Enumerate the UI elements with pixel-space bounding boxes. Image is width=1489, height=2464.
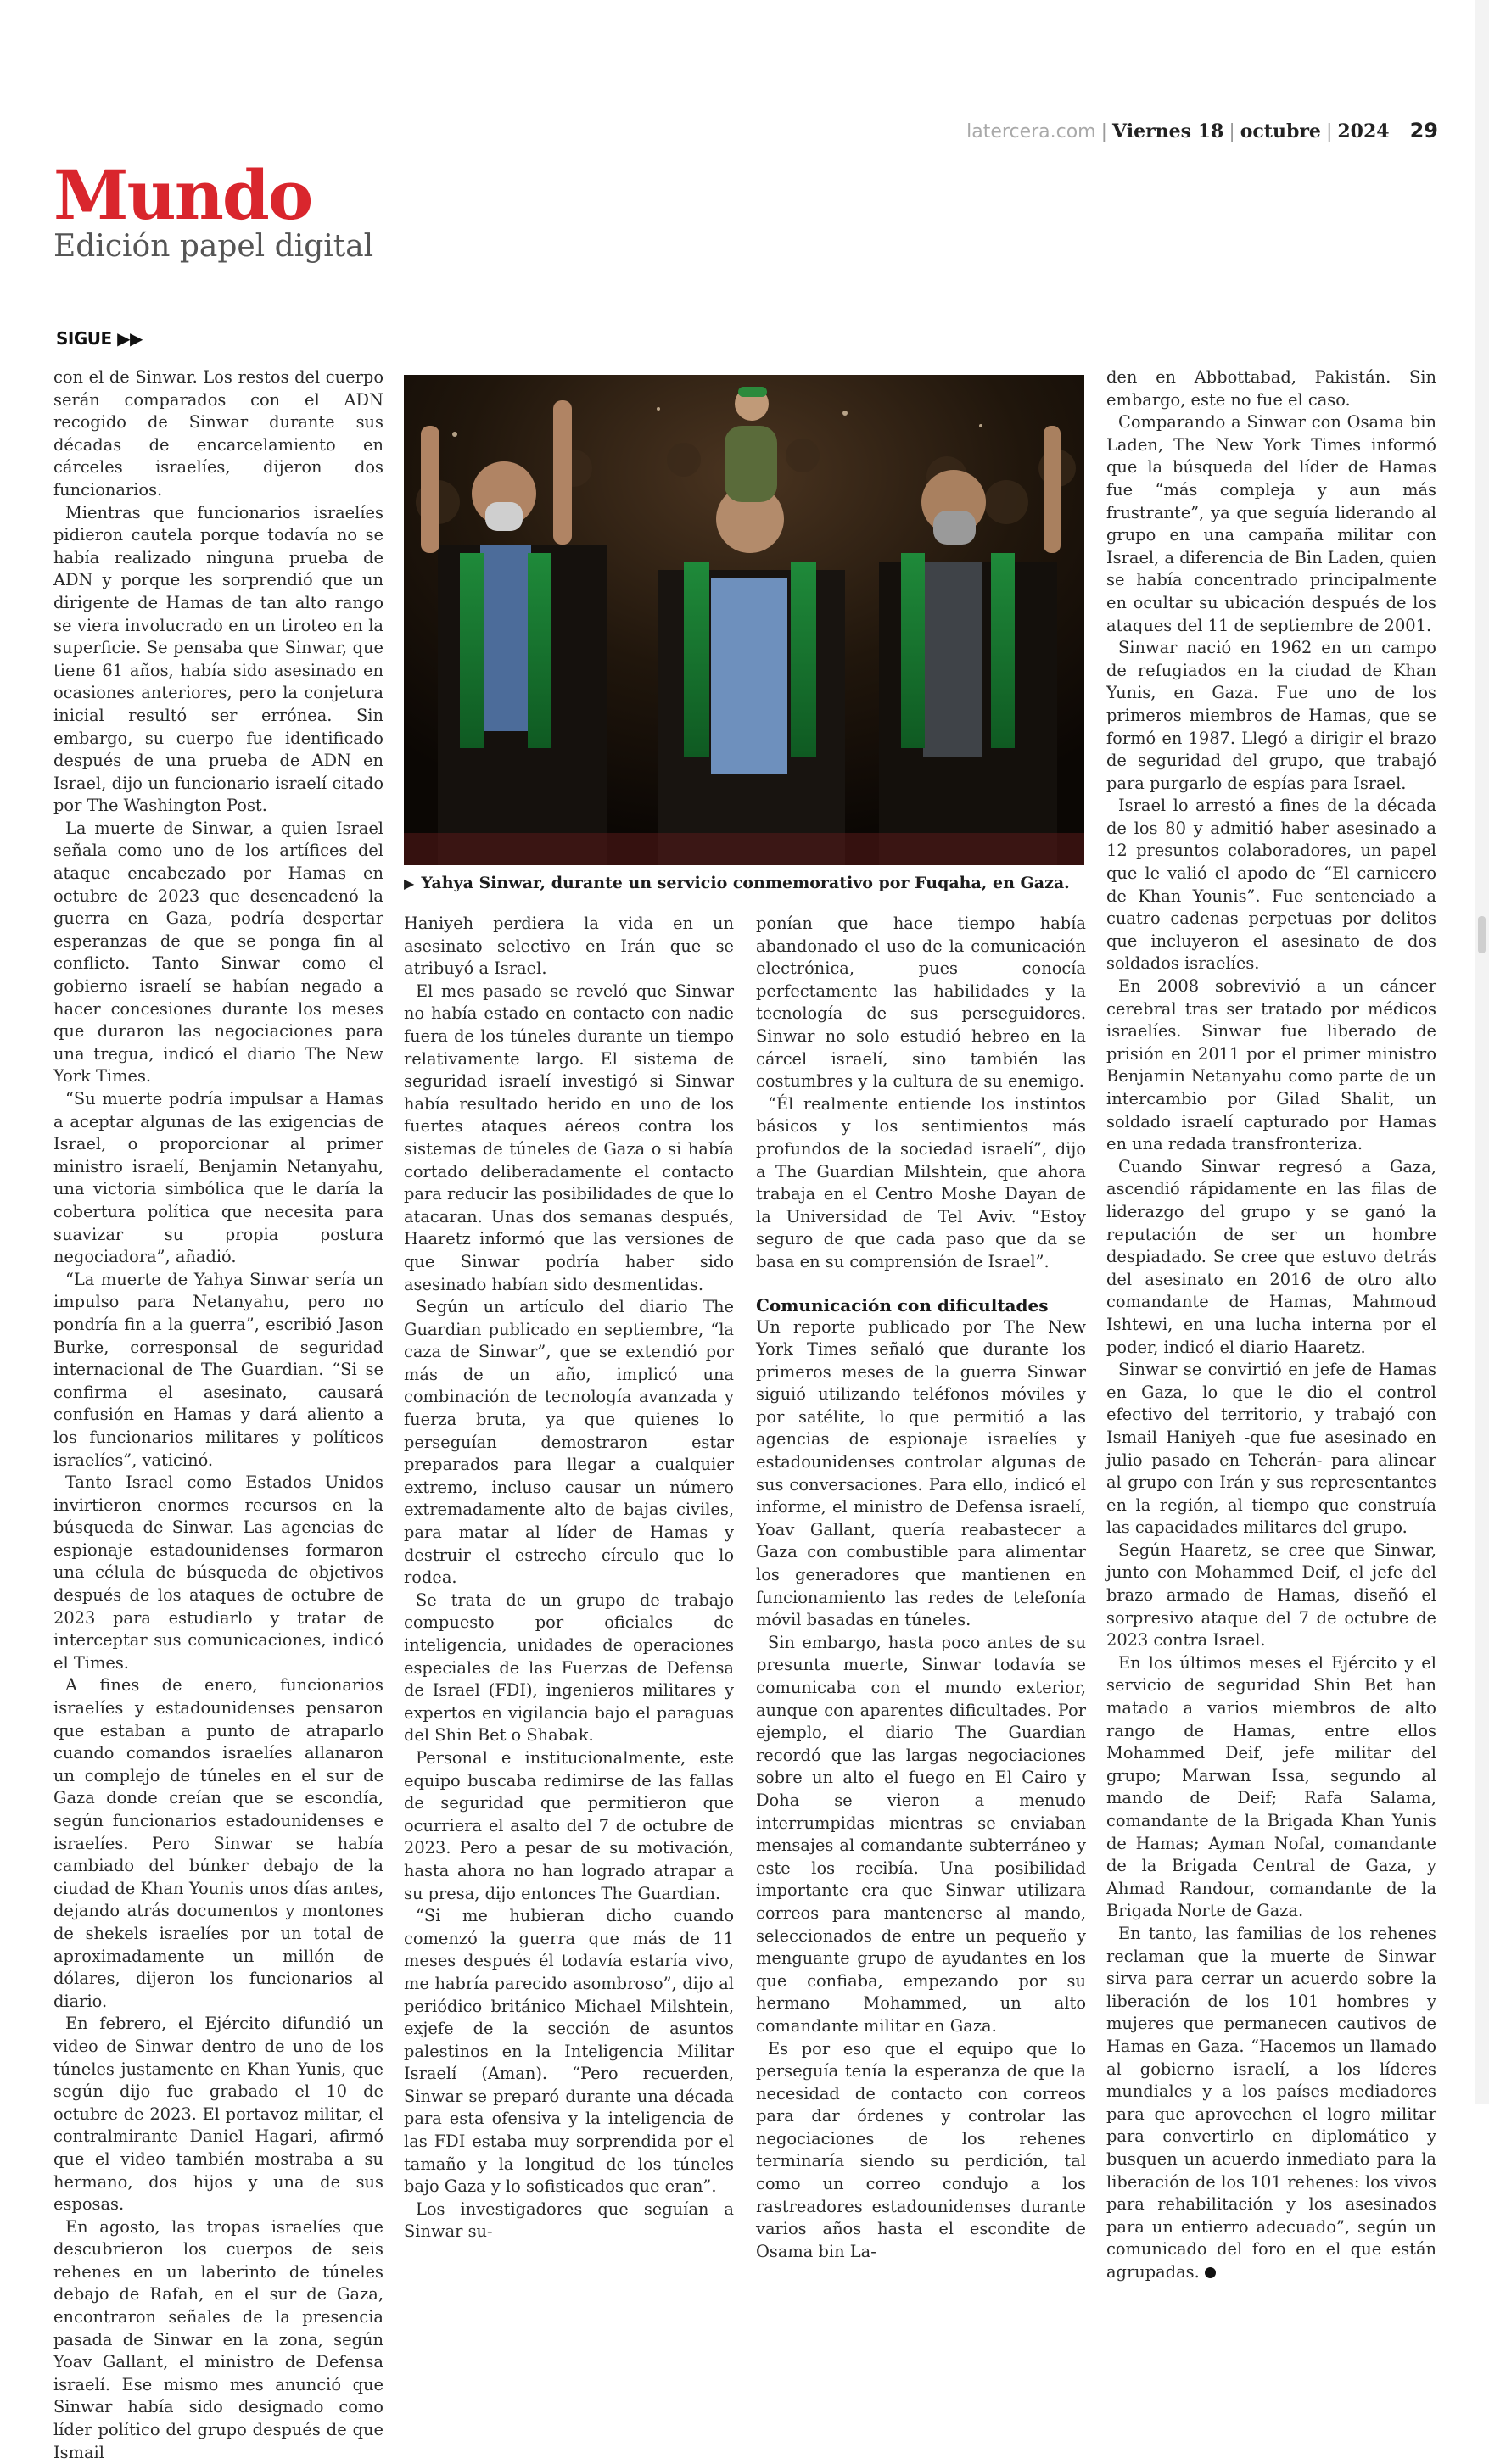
article-paragraph: En agosto, las tropas israelíes que descubrieron los cuerpos de seis rehenes en un laberinto de túneles debajo de Rafah, en el sur de Gaza, encontraron señales de la presencia pasada de Sinwar en la zona, según Yoav Gallant, el ministro de Defensa israelí. Ese mismo mes anunció que Sinwar había sido designado como líder político del grupo después de que Ismail [53,2216,383,2462]
article-paragraph: Sinwar se convirtió en jefe de Hamas en Gaza, lo que le dio el control efectivo del territorio, y trabajó con Ismail Haniyeh -que fue asesinado en julio pasado en Teherán- para alinear al grupo con Irán y sus representantes en la región, al tiempo que construía las capacidades militares del grupo. [1106,1360,1436,1538]
article-column-3 [756,913,1086,2263]
subheading: Comunicación con dificultades [756,1294,1049,1316]
header-separator: | [1325,121,1333,142]
caption-text: Yahya Sinwar, durante un servicio conmemorativo por Fuqaha, en Gaza. [421,874,1070,892]
site-name: latercera.com [966,121,1096,142]
article-column-1 [53,366,383,2464]
article-paragraph: con el de Sinwar. Los restos del cuerpo serán comparados con el ADN recogido de Sinwar durante sus décadas de encarcelamiento en cárceles israelíes, dijeron dos funcionarios. [53,367,383,500]
page-number: 29 [1409,119,1438,142]
article-paragraph: den en Abbottabad, Pakistán. Sin embargo, este no fue el caso. [1106,367,1436,410]
article-paragraph: Según Haaretz, se cree que Sinwar, junto con Mohammed Deif, el jefe del brazo armado de Hamas, diseñó el sorpresivo ataque del 7 de octubre de 2023 contra Israel. [1106,1539,1436,1651]
section-subtitle: Edición papel digital [53,229,374,264]
article-paragraph: Sinwar nació en 1962 en un campo de refugiados en la ciudad de Khan Yunis, en Gaza. Fue uno de los primeros miembros de Hamas, que se formó en 1987. Llegó a dirigir el brazo de seguridad del grupo, que trabajó para purgarlo de espías para Israel. [1106,638,1436,793]
article-paragraph: “Su muerte podría impulsar a Hamas a aceptar algunas de las exigencias de Israel, o proporcionar al primer ministro israelí, Benjamin Netanyahu, una victoria simbólica que le daría la cobertura política que necesita para suavizar su propia postura negociadora”, añadió. [53,1089,383,1267]
header-separator: | [1229,121,1235,142]
header-month: octubre [1240,120,1321,142]
article-paragraph: ponían que hace tiempo había abandonado el uso de la comunicación electrónica, pues conocía perfectamente las habilidades y la tecnología de sus perseguidores. Sinwar no solo estudió hebreo en la cárcel israelí, sino también las costumbres y la cultura de su enemigo. [756,914,1086,1092]
article-paragraph: La muerte de Sinwar, a quien Israel señala como uno de los artífices del ataque encabezado por Hamas en octubre de 2023 que desencadenó la guerra en Gaza, podría despertar esperanzas de que se ponga fin al conflicto. Tanto Sinwar como el gobierno israelí se habían negado a hacer concesiones durante los meses que duraron las negociaciones para una tregua, indicó el diario The New York Times. [53,818,383,1087]
article-paragraph: En tanto, las familias de los rehenes reclaman que la muerte de Sinwar sirva para cerrar un acuerdo sobre la liberación de los 101 hombres y mujeres que permanecen cautivos de Hamas en Gaza. “Hacemos un llamado al gobierno israelí, a los líderes mundiales y a los países mediadores para que aprovechen el logro militar para convertirlo en diplomático y busquen un acuerdo inmediato para la liberación de los 101 rehenes: los vivos para rehabilitación y los asesinados para un entierro adecuado”, según un comunicado del foro en el que están agrupadas. [1106,1923,1436,2282]
section-title: Mundo [53,155,312,235]
article-paragraph: El mes pasado se reveló que Sinwar no había estado en contacto con nadie fuera de los túneles durante un tiempo relativamente largo. El sistema de seguridad israelí investigó si Sinwar había resultado herido en uno de los fuertes ataques aéreos contra los sistemas de túneles de Gaza o si había cortado deliberadamente el contacto para reducir las posibilidades de que lo atacaran. Unas dos semanas después, Haaretz informó que las versiones de que Sinwar podría haber sido asesinado habían sido desmentidas. [404,981,734,1294]
article-paragraph: “Él realmente entiende los instintos básicos y los sentimientos más profundos de la sociedad israelí”, dijo a The Guardian Milshtein, que ahora trabaja en el Centro Moshe Dayan de la Universidad de Tel Aviv. “Estoy seguro de que cada paso que da se basa en su comprensión de Israel”. [756,1093,1086,1271]
article-paragraph: En los últimos meses el Ejército y el servicio de seguridad Shin Bet han matado a varios miembros de alto rango de Hamas, entre ellos Mohammed Deif, jefe militar del grupo; Marwan Issa, segundo al mando de Deif; Rafa Salama, comandante de la Brigada Khan Yunis de Hamas; Ayman Nofal, comandante de la Brigada Central de Gaza, y Ahmad Randour, comandante de la Brigada Norte de Gaza. [1106,1652,1436,1921]
article-paragraph: Sin embargo, hasta poco antes de su presunta muerte, Sinwar todavía se comunicaba con el mundo exterior, aunque con aparentes dificultades. Por ejemplo, el diario The Guardian recordó que las largas negociaciones sobre un alto el fuego en El Cairo y Doha se vieron a menudo interrumpidas mientras se enviaban mensajes al comandante subterráneo y este los recibía. Una posibilidad importante era que Sinwar utilizara correos para mantenerse al mando, seleccionados de entre un pequeño y menguante grupo de ayudantes en los que confiaba, empezando por su hermano Mohammed, un alto comandante militar en Gaza. [756,1632,1086,2036]
article-paragraph: Un reporte publicado por The New York Times señaló que durante los primeros meses de la guerra Sinwar siguió utilizando teléfonos móviles y por satélite, lo que permitió a las agencias de espionaje israelíes y estadounidenses controlar algunas de sus conversaciones. Para ello, indicó el informe, el ministro de Defensa israelí, Yoav Gallant, quería reabastecer a Gaza con combustible para alimentar los generadores que mantienen en funcionamiento las redes de telefonía móvil basadas en túneles. [756,1316,1086,1630]
article-paragraph: Haniyeh perdiera la vida en un asesinato selectivo en Irán que se atribuyó a Israel. [404,914,734,979]
header-year: 2024 [1337,120,1390,142]
article-paragraph: Según un artículo del diario The Guardian publicado en septiembre, “la caza de Sinwar”, que se extendió por más de un año, implicó una combinación de tecnología avanzada y fuerza bruta, ya que quienes lo perseguían demostraron estar preparados para llegar a cualquier extremo, incluso causar un número extremadamente alto de bajas civiles, para matar al líder de Hamas y destruir el estrecho círculo que lo rodea. [404,1297,734,1588]
article-photo [404,375,1084,865]
article-paragraph: Comparando a Sinwar con Osama bin Laden, The New York Times informó que la búsqueda del líder de Hamas fue “más compleja y aun más frustrante”, ya que seguía liderando al grupo en una campaña militar con Israel, a diferencia de Bin Laden, quien se había concentrado principalmente en ocultar su ubicación después de los ataques del 11 de septiembre de 2001. [1106,412,1436,635]
article-paragraph: En febrero, el Ejército difundió un video de Sinwar dentro de uno de los túneles justamente en Khan Yunis, que según dijo fue grabado el 10 de octubre de 2023. El portavoz militar, el contralmirante Daniel Hagari, afirmó que el video también mostraba a su hermano, dos hijos y una de sus esposas. [53,2014,383,2215]
article-paragraph: Israel lo arrestó a fines de la década de los 80 y admitió haber asesinado a 12 presuntos colaboradores, un papel que le valió el apodo de “El carnicero de Khan Younis”. Fue sentenciado a cuatro cadenas perpetuas por delitos que incluyeron el asesinato de dos soldados israelíes. [1106,796,1436,974]
caption-arrow-icon: ▶ [404,875,415,891]
scrollbar[interactable] [1475,0,1489,2104]
continued-marker: SIGUE ▶▶ [56,328,143,349]
article-paragraph: Los investigadores que seguían a Sinwar su- [404,2199,734,2242]
article-paragraph: “Si me hubieran dicho cuando comenzó la guerra que más de 11 meses después él todavía estaría vivo, me habría parecido asombroso”, dijo al periódico británico Michael Milshtein, exjefe de la sección de asuntos palestinos en la Inteligencia Militar Israelí (Aman). “Pero recuerden, Sinwar se preparó durante una década para esta ofensiva y la inteligencia de las FDI estaba muy sorprendida por el tamaño y la longitud de los túneles bajo Gaza y lo sofisticados que eran”. [404,1906,734,2197]
article-paragraph: Mientras que funcionarios israelíes pidieron cautela porque todavía no se había realizado ninguna prueba de ADN y porque les sorprendió que un dirigente de Hamas de tan alto rango se viera involucrado en un tiroteo en la superficie. Se pensaba que Sinwar, que tiene 61 años, había sido asesinado en ocasiones anteriores, pero la conjetura inicial resultó ser errónea. Sin embargo, su cuerpo fue identificado después de una prueba de ADN en Israel, dijo un funcionario israelí citado por The Washington Post. [53,502,383,816]
header-separator: | [1100,121,1108,142]
article-column-4 [1106,366,1436,2283]
article-paragraph: Tanto Israel como Estados Unidos invirtieron enormes recursos en la búsqueda de Sinwar. Las agencias de espionaje estadounidenses formaron una célula de búsqueda de objetivos después de los ataques de octubre de 2023 para estudiarlo y tratar de interceptar sus comunicaciones, indicó el Times. [53,1472,383,1673]
article-paragraph: A fines de enero, funcionarios israelíes y estadounidenses pensaron que estaban a punto de atraparlo cuando comandos israelíes allanaron un complejo de túneles en el sur de Gaza donde creían que se escondía, según funcionarios estadounidenses e israelíes. Pero Sinwar se había cambiado del búnker debajo de la ciudad de Khan Younis unos días antes, dejando atrás documentos y montones de shekels israelíes por un total de aproximadamente un millón de dólares, dijeron los funcionarios al diario. [53,1675,383,2011]
article-paragraph: Cuando Sinwar regresó a Gaza, ascendió rápidamente en las filas de liderazgo del grupo y se ganó la reputación de ser un hombre despiadado. Se cree que estuvo detrás del asesinato en 2016 de otro alto comandante de Hamas, Mahmoud Ishtewi, en una lucha interna por el poder, indicó el diario Haaretz. [1106,1156,1436,1357]
rally-photo-illustration [404,375,1084,865]
scrollbar-thumb[interactable] [1478,916,1486,953]
header-day: Viernes 18 [1112,120,1224,142]
article-paragraph: “La muerte de Yahya Sinwar sería un impulso para Netanyahu, pero no pondría fin a la guerra”, escribió Jason Burke, corresponsal de seguridad internacional de The Guardian. “Si se confirma el asesinato, causará confusión en Hamas y dará aliento a los funcionarios militares y políticos israelíes”, vaticinó. [53,1269,383,1470]
article-paragraph: Se trata de un grupo de trabajo compuesto por oficiales de inteligencia, unidades de operaciones especiales de las Fuerzas de Defensa de Israel (FDI), ingenieros militares y expertos en vigilancia bajo el paraguas del Shin Bet o Shabak. [404,1590,734,1746]
article-paragraph: Es por eso que el equipo que lo perseguía tenía la esperanza de que la necesidad de contacto con correos para dar órdenes y controlar las negociaciones de los rehenes terminaría siendo su perdición, tal como un correo condujo a los rastreadores estadounidenses durante varios años hasta el escondite de Osama bin La- [756,2038,1086,2261]
article-paragraph: Personal e institucionalmente, este equipo buscaba redimirse de las fallas de seguridad que permitieron que ocurriera el asalto del 7 de octubre de 2023. Pero a pesar de su motivación, hasta ahora no han logrado atrapar a su presa, dijo entonces The Guardian. [404,1747,734,1903]
photo-caption [404,874,1084,892]
article-column-2 [404,913,734,2243]
end-of-article-icon [1205,2267,1216,2278]
article-paragraph: En 2008 sobrevivió a un cáncer cerebral tras ser tratado por médicos israelíes. Sinwar fue liberado de prisión en 2011 por el primer ministro Benjamin Netanyahu como parte de un intercambio por Gilad Shalit, un soldado israelí capturado por Hamas en una redada transfronteriza. [1106,976,1436,1154]
